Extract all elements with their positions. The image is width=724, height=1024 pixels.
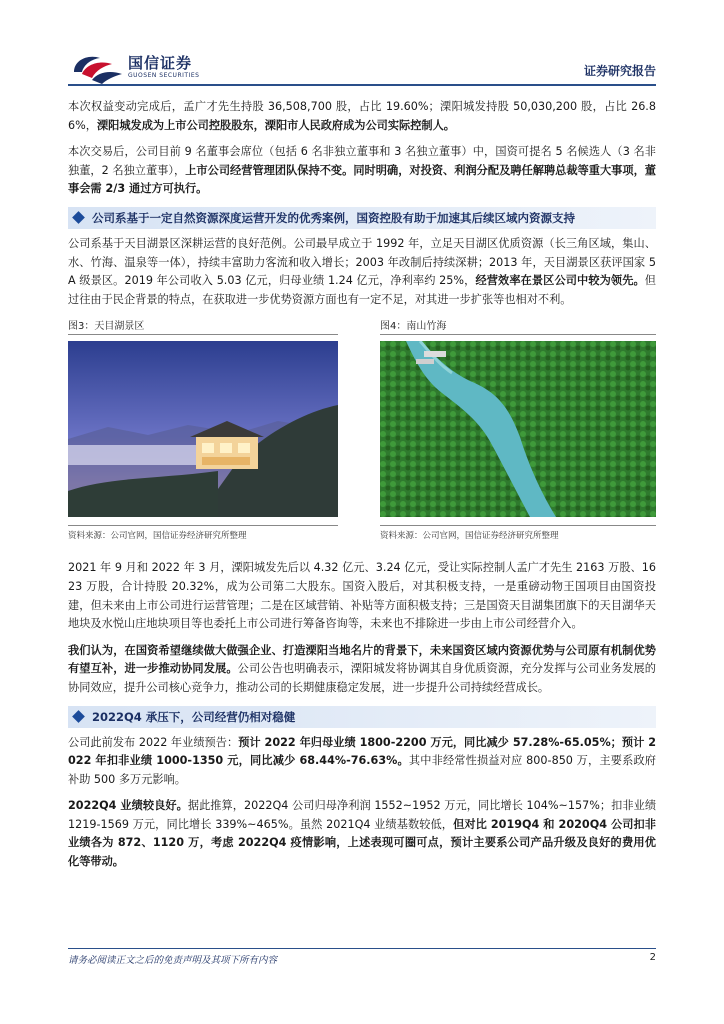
figure-caption: 图3：天目湖景区	[68, 317, 338, 335]
figure-source: 资料来源：公司官网，国信证券经济研究所整理	[380, 525, 656, 541]
header-divider	[68, 84, 656, 86]
paragraph-opinion: 我们认为，在国资希望继续做大做强企业、打造溧阳当地名片的背景下，未来国资区域内资源优势与公司原有机制优势有望互补，进一步推动协同发展。公司公告也明确表示，溧阳城发将协调其自身优质资源，充分发挥与公司业务发展的协同效应，提升公司核心竞争力，推动公司的长期健康稳定发展，进一步提升公司持续经营成长。	[68, 643, 656, 694]
diamond-bullet-icon	[72, 212, 85, 225]
footer-disclaimer: 请务必阅读正文之后的免责声明及其项下所有内容	[68, 955, 278, 966]
nanshan-bamboo-photo	[380, 341, 656, 517]
logo-text-cn: 国信证券	[128, 54, 193, 72]
figure-source: 资料来源：公司官网，国信证券经济研究所整理	[68, 525, 338, 541]
paragraph-q4-performance: 2022Q4 业绩较良好。据此推算，2022Q4 公司归母净利润 1552~1952 万元，同比增长 104%~157%；扣非业绩 1219-1569 万元，同比增长 339%~465%。虽然 2021Q4 业绩基数较低，但对比 2019Q4 和 2020Q4 公司扣非业绩各为 872、1120 万，考虑 2022Q4 疫情影响，上述表现可圈可点，预计主要系公司产品升级及良好的费用优化等带动。	[68, 799, 657, 869]
report-body	[68, 98, 656, 880]
section-heading-resources: 公司系基于一定自然资源深度运营开发的优秀案例，国资控股有助于加速其后续区域内资源支持	[68, 207, 656, 229]
section-heading-operations: 2022Q4 承压下，公司经营仍相对稳健	[68, 706, 656, 728]
paragraph-board-seats: 本次交易后，公司目前 9 名董事会席位（包括 6 名非独立董事和 3 名独立董事）中，国资可提名 5 名候选人（3 名非独董，2 名独立董事），上市公司经营管理团队保持不变。同时明确，对投资、利润分配及聘任解聘总裁等重大事项，董事会需 2/3 通过方可执行。	[68, 145, 656, 196]
figure-caption: 图4：南山竹海	[380, 317, 656, 335]
diamond-bullet-icon	[72, 710, 85, 723]
tianmu-lake-photo	[68, 341, 338, 517]
paragraph-company-overview: 公司系基于天目湖景区深耕运营的良好范例。公司最早成立于 1992 年，立足天目湖区优质资源（长三角区域，集山、水、竹海、温泉等一体），持续丰富助力客流和收入增长；2003 年改制后持续深耕；2013 年，天目湖景区获评国家 5A 级景区。2019 年公司收入 5.03 亿元，归母业绩 1.24 亿元，净利率约 25%，经营效率在景区公司中较为领先。但过往由于民企背景的特点，在获取进一步优势资源方面也有一定不足，对其进一步扩张等也相对不利。	[68, 236, 656, 306]
figure-nanshan-bamboo	[380, 317, 656, 541]
footer-divider	[68, 948, 656, 949]
paragraph-equity-change: 本次权益变动完成后，孟广才先生持股 36,508,700 股，占比 19.60%；溧阳城发持股 50,030,200 股，占比 26.86%，溧阳城发成为上市公司控股股东，溧阳市人民政府成为公司实际控制人。	[68, 100, 656, 132]
page-number: 2	[649, 952, 656, 963]
page-header	[0, 0, 724, 88]
figure-row	[68, 317, 656, 549]
paragraph-state-investment: 2021 年 9 月和 2022 年 3 月，溧阳城发先后以 4.32 亿元、3.24 亿元，受让实际控制人孟广才先生 2163 万股、1623 万股，合计持股 20.32%，成为公司第二大股东。国资入股后，对其积极支持，一是重磅动物王国项目由国资投建，但未来由上市公司进行运营管理；二是在区域营销、补贴等方面积极支持；三是国资天目湖集团旗下的天目湖华天地块及水悦山庄地块项目等也委托上市公司进行筹备咨询等，未来也不排除进一步由上市公司经营介入。	[68, 561, 656, 631]
paragraph-earnings-forecast: 公司此前发布 2022 年业绩预告：预计 2022 年归母业绩 1800-2200 万元，同比减少 57.28%-65.05%；预计 2022 年扣非业绩 1000-1350 元，同比减少 68.44%-76.63%。其中非经常性损益对应 800-850 万，主要系政府补助 500 多万元影响。	[68, 735, 656, 786]
figure-tianmu-lake	[68, 317, 338, 541]
report-type-label: 证券研究报告	[583, 64, 656, 78]
logo-text-en: GUOSEN SECURITIES	[128, 72, 200, 79]
